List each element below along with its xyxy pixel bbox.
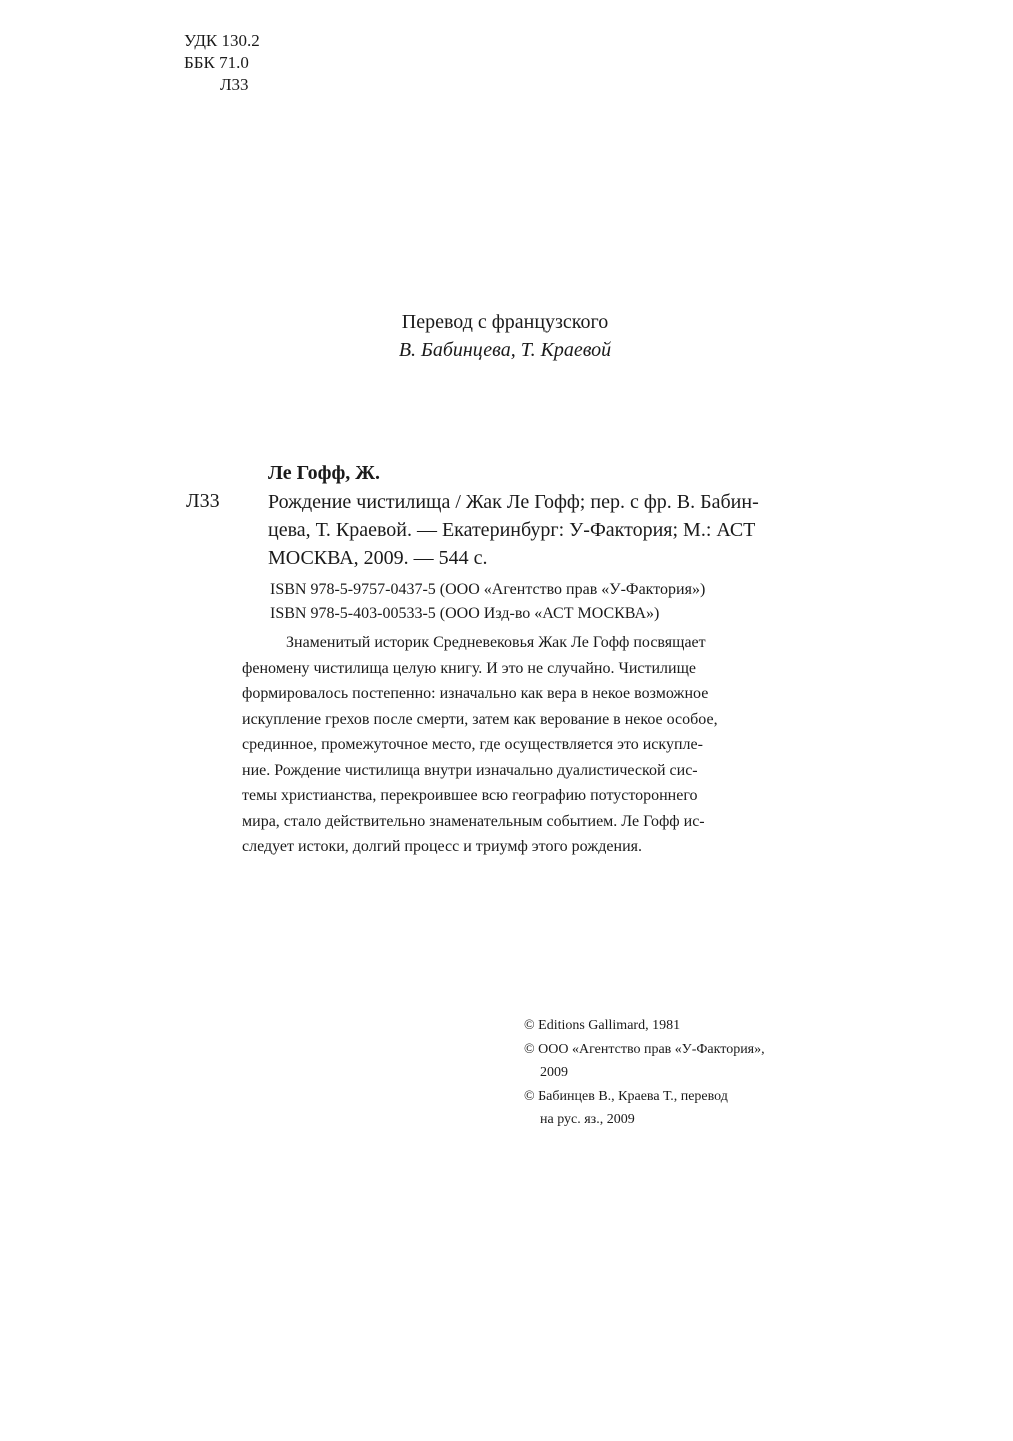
annotation-line: искупление грехов после смерти, затем как верование в некое особое, bbox=[242, 710, 718, 728]
record-author: Ле Гофф, Ж. bbox=[268, 462, 381, 484]
copyright-line: © ООО «Агентство прав «У-Фактория», bbox=[524, 1041, 765, 1057]
copyright-line: © Бабинцев В., Краева Т., перевод bbox=[524, 1088, 728, 1104]
annotation-line: феномену чистилища целую книгу. И это не случайно. Чистилище bbox=[242, 659, 697, 677]
isbn-block bbox=[270, 578, 705, 626]
copyright-block bbox=[524, 1014, 765, 1132]
citation-line: Рождение чистилища / Жак Ле Гофф; пер. с фр. В. Бабин- bbox=[268, 491, 759, 513]
copyright-line: 2009 bbox=[540, 1065, 568, 1080]
translation-note bbox=[360, 308, 650, 364]
annotation-line: формировалось постепенно: изначально как вера в некое возможное bbox=[242, 685, 709, 702]
annotation-line: мира, стало действительно знаменательным событием. Ле Гофф ис- bbox=[242, 812, 705, 830]
citation-line: цева, Т. Краевой. — Екатеринбург: У-Фактория; М.: АСТ bbox=[268, 519, 756, 541]
copyright-line: на рус. яз., 2009 bbox=[540, 1112, 635, 1127]
annotation-line: темы христианства, перекроившее всю географию потустороннего bbox=[242, 787, 698, 804]
isbn-line: ISBN 978-5-403-00533-5 (ООО Изд-во «АСТ МОСКВА») bbox=[270, 605, 660, 622]
bbk-code: ББК 71.0 bbox=[184, 53, 249, 72]
bibliographic-citation bbox=[268, 488, 824, 572]
annotation-line: срединное, промежуточное место, где осуществляется это искупле- bbox=[242, 736, 703, 753]
isbn-line: ISBN 978-5-9757-0437-5 (ООО «Агентство прав «У-Фактория») bbox=[270, 581, 706, 598]
record-author-sign: Л33 bbox=[186, 490, 220, 512]
author-sign: Л33 bbox=[220, 75, 249, 94]
annotation-line: Знаменитый историк Средневековья Жак Ле Гофф посвящает bbox=[286, 634, 706, 651]
copyright-line: © Editions Gallimard, 1981 bbox=[524, 1018, 681, 1033]
annotation bbox=[242, 630, 828, 860]
citation-line: МОСКВА, 2009. — 544 с. bbox=[268, 547, 488, 569]
translators: В. Бабинцева, Т. Краевой bbox=[398, 339, 612, 361]
annotation-line: ние. Рождение чистилища внутри изначально дуалистической сис- bbox=[242, 761, 698, 779]
classification-block bbox=[184, 30, 260, 96]
udk-code: УДК 130.2 bbox=[184, 31, 260, 50]
annotation-line: следует истоки, долгий процесс и триумф этого рождения. bbox=[242, 838, 642, 855]
translation-label: Перевод с французского bbox=[401, 311, 609, 333]
